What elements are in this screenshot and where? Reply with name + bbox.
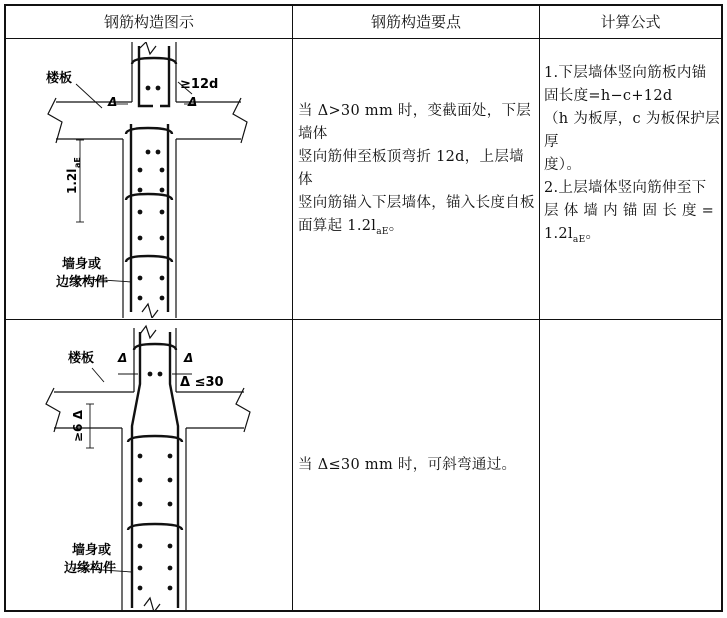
formula-line: （h 为板厚，c 为板保护层厚 xyxy=(544,111,720,150)
points-line: 竖向筋伸至板顶弯折 12d，上层墙体 xyxy=(298,149,524,188)
points-line: 竖向筋锚入下层墙体，锚入长度自板 xyxy=(298,195,535,211)
formula-line: 度）。 xyxy=(544,157,582,173)
wall-label-line2: 边缘构件 xyxy=(56,275,109,290)
points-line xyxy=(298,215,536,244)
delta-right: Δ xyxy=(184,351,194,365)
points-text: 面算起 1.2l xyxy=(298,218,377,234)
delta-left: Δ xyxy=(118,351,128,365)
wall-label-line1: 墙身或 xyxy=(62,257,102,272)
rebar-detail-table xyxy=(4,4,723,612)
formula-line: 1.下层墙体竖向筋板内锚 xyxy=(544,65,707,81)
points-line: 当 Δ>30 mm 时，变截面处，下层墙体 xyxy=(298,103,532,142)
formula-line: 层 体 墙 内 锚 固 长 度 = xyxy=(544,203,715,219)
delta-right: Δ xyxy=(188,95,198,109)
points-subscript: aE xyxy=(376,226,389,237)
column-divider xyxy=(292,6,293,610)
slab-label: 楼板 xyxy=(46,71,73,86)
offset-limit-label: Δ ≤30 xyxy=(180,375,224,390)
anchor-length-sub: aE xyxy=(73,157,82,168)
hook-length-label: ≥12d xyxy=(180,77,219,92)
formula-line: 固长度=h−c+12d xyxy=(544,88,673,104)
header-points: 钢筋构造要点 xyxy=(370,13,461,31)
wall-label-line1: 墙身或 xyxy=(72,543,112,558)
points-row1 xyxy=(298,100,536,244)
slab-label: 楼板 xyxy=(68,351,95,366)
figure-offset-small xyxy=(34,324,266,612)
header-divider xyxy=(6,38,721,39)
bend-length-label: ≥6 Δ xyxy=(71,410,85,442)
formula-line: 2.上层墙体竖向筋伸至下 xyxy=(544,180,707,196)
figure-offset-large xyxy=(36,42,266,318)
points-row2: 当 Δ≤30 mm 时，可斜弯通过。 xyxy=(298,457,517,473)
header-figure: 钢筋构造图示 xyxy=(103,13,194,31)
formula-text: 。 xyxy=(585,226,601,242)
delta-left: Δ xyxy=(108,95,118,109)
column-divider xyxy=(539,6,540,610)
formula-line xyxy=(544,223,720,252)
wall-label-line2: 边缘构件 xyxy=(64,561,117,576)
header-formula: 计算公式 xyxy=(600,13,661,31)
formula-text: 1.2l xyxy=(544,226,573,242)
formula-subscript: aE xyxy=(572,234,586,245)
row-divider xyxy=(6,319,721,320)
anchor-length-label: 1.2l xyxy=(65,168,79,194)
formula-row1 xyxy=(544,62,720,252)
points-text: 。 xyxy=(388,218,404,234)
